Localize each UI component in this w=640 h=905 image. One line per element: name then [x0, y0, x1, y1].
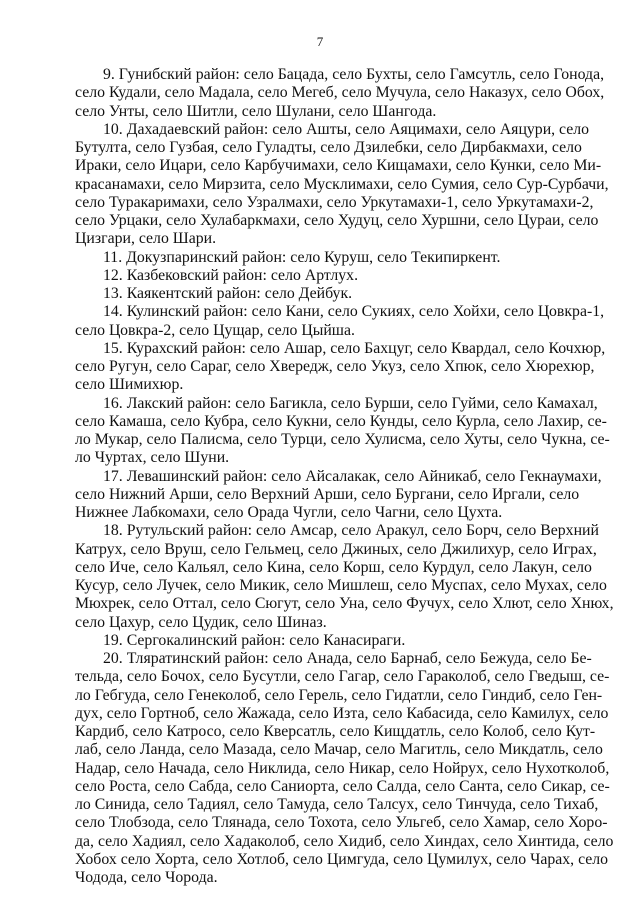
text-line: ло Мукар, село Палисма, село Турци, село Хулисма, село Хуты, село Чукна, се-	[75, 431, 610, 448]
text-line: 10. Дахадаевский район: село Ашты, село Аяцимахи, село Аяцури, село	[103, 120, 590, 138]
text-line: 19. Сергокалинский район: село Канасираги.	[103, 631, 406, 649]
text-line: 13. Каякентский район: село Дейбук.	[103, 285, 353, 302]
text-line: село Урцаки, село Хулабаркмахи, село Худуц, село Хуршни, село Цураи, село	[75, 212, 599, 229]
list-item	[75, 650, 614, 887]
page-number: 7	[316, 34, 324, 49]
text-line: 9. Гунибский район: село Бацада, село Бухты, село Гамсутль, село Гонода,	[103, 66, 605, 83]
text-line: красанамахи, село Мирзита, село Мусклимахи, село Сумия, село Сур-Сурбачи,	[75, 175, 609, 193]
list-item	[75, 66, 605, 121]
list-item	[75, 394, 610, 468]
text-line: 11. Докузпаринский район: село Куруш, село Текипиркент.	[103, 248, 501, 266]
text-line: село Шимихюр.	[75, 376, 184, 394]
text-line: Хобох село Хорта, село Хотлоб, село Цимгуда, село Цумилух, село Чарах, село	[75, 850, 609, 868]
text-line: село Роста, село Сабда, село Саниорта, село Салда, село Санта, село Сикар, се-	[75, 777, 610, 795]
list-item	[75, 120, 609, 249]
text-line: лаб, село Ланда, село Мазада, село Мачар, село Магитль, село Микдатль, село	[75, 741, 603, 759]
text-line: Бутулта, село Гузбая, село Гуладты, село Дзилебки, село Дирбакмахи, село	[75, 139, 582, 156]
text-line: село Ругун, село Сараг, село Хвередж, село Укуз, село Хпюк, село Хюрехюр,	[75, 358, 595, 375]
text-line: Надар, село Начада, село Никлида, село Никар, село Нойрух, село Нухотколоб,	[75, 759, 610, 777]
text-line: 15. Курахский район: село Ашар, село Бахцуг, село Квардал, село Кочхюр,	[103, 339, 606, 357]
text-line: село Туракаримахи, село Узралмахи, село Уркутамахи-1, село Уркутамахи-2,	[75, 193, 594, 211]
text-line: село Цахур, село Цудик, село Шиназ.	[75, 613, 327, 631]
text-line: село Кудали, село Мадала, село Мегеб, село Мучула, село Наказух, село Обох,	[75, 84, 605, 102]
text-line: село Нижний Арши, село Верхний Арши, село Бургани, село Иргали, село	[75, 485, 580, 503]
document-body	[75, 66, 614, 887]
text-line: 14. Кулинский район: село Кани, село Сукиях, село Хойхи, село Цовкра-1,	[103, 303, 605, 321]
text-line: Мюхрек, село Оттал, село Сюгут, село Уна, село Фучух, село Хлют, село Хнюх,	[75, 595, 614, 613]
text-line: 17. Левашинский район: село Айсалакак, село Айникаб, село Гекнаумахи,	[103, 467, 602, 485]
text-line: Катрух, село Вруш, село Гельмец, село Джиных, село Джилихур, село Играх,	[75, 540, 597, 558]
text-line: Чодода, село Чорода.	[75, 869, 218, 886]
list-item	[75, 467, 602, 523]
text-line: Кардиб, село Катросо, село Кверсатль, село Кищдатль, село Колоб, село Кут-	[75, 723, 596, 740]
text-line: село Иче, село Кальял, село Кина, село Корш, село Курдул, село Лакун, село	[75, 558, 592, 576]
text-line: да, село Хадиял, село Хадаколоб, село Хидиб, село Хиндах, село Хинтида, село	[75, 832, 614, 850]
text-line: ло Гебгуда, село Генеколоб, село Герель, село Гидатли, село Гиндиб, село Ген-	[75, 686, 603, 704]
text-line: ло Чуртах, село Шуни.	[75, 449, 230, 467]
text-line: тельда, село Бочох, село Бусутли, село Гагар, село Гараколоб, село Гведыш, се-	[75, 668, 610, 686]
text-line: 12. Казбековский район: село Артлух.	[103, 266, 359, 284]
text-line: Цизгари, село Шари.	[75, 230, 217, 248]
text-line: 16. Лакский район: село Багикла, село Бурши, село Гуйми, село Камахал,	[103, 394, 598, 412]
text-line: село Тлобзода, село Тлянада, село Тохота, село Ульгеб, село Хамар, село Хоро-	[75, 814, 608, 832]
text-line: 18. Рутульский район: село Амсар, село Аракул, село Борч, село Верхний	[103, 522, 599, 540]
text-line: Кусур, село Лучек, село Микик, село Мишлеш, село Муспах, село Мухах, село	[75, 577, 607, 594]
text-line: село Унты, село Шитли, село Шулани, село Шангода.	[75, 102, 437, 120]
list-item	[75, 632, 567, 650]
list-item	[75, 249, 567, 267]
text-line: Нижнее Лабкомахи, село Орада Чугли, село Чагни, село Цухта.	[75, 504, 503, 521]
list-item	[75, 303, 605, 340]
text-line: 20. Тляратинский район: село Анада, село Барнаб, село Бежуда, село Бе-	[103, 650, 592, 667]
text-line: Ираки, село Ицари, село Карбучимахи, село Кищамахи, село Кунки, село Ми-	[75, 157, 602, 175]
text-line: село Цовкра-2, село Цущар, село Цыйша.	[75, 321, 355, 339]
list-item	[75, 522, 614, 632]
text-line: ло Синида, село Тадиял, село Тамуда, село Талсух, село Тинчуда, село Тихаб,	[75, 796, 599, 813]
list-item	[75, 285, 567, 303]
list-item	[75, 267, 567, 285]
text-line: дух, село Гортноб, село Жажада, село Изта, село Кабасида, село Камилух, село	[75, 704, 609, 722]
list-item	[75, 339, 606, 395]
text-line: село Камаша, село Кубра, село Кукни, село Кунды, село Курла, село Лахир, се-	[75, 412, 607, 430]
